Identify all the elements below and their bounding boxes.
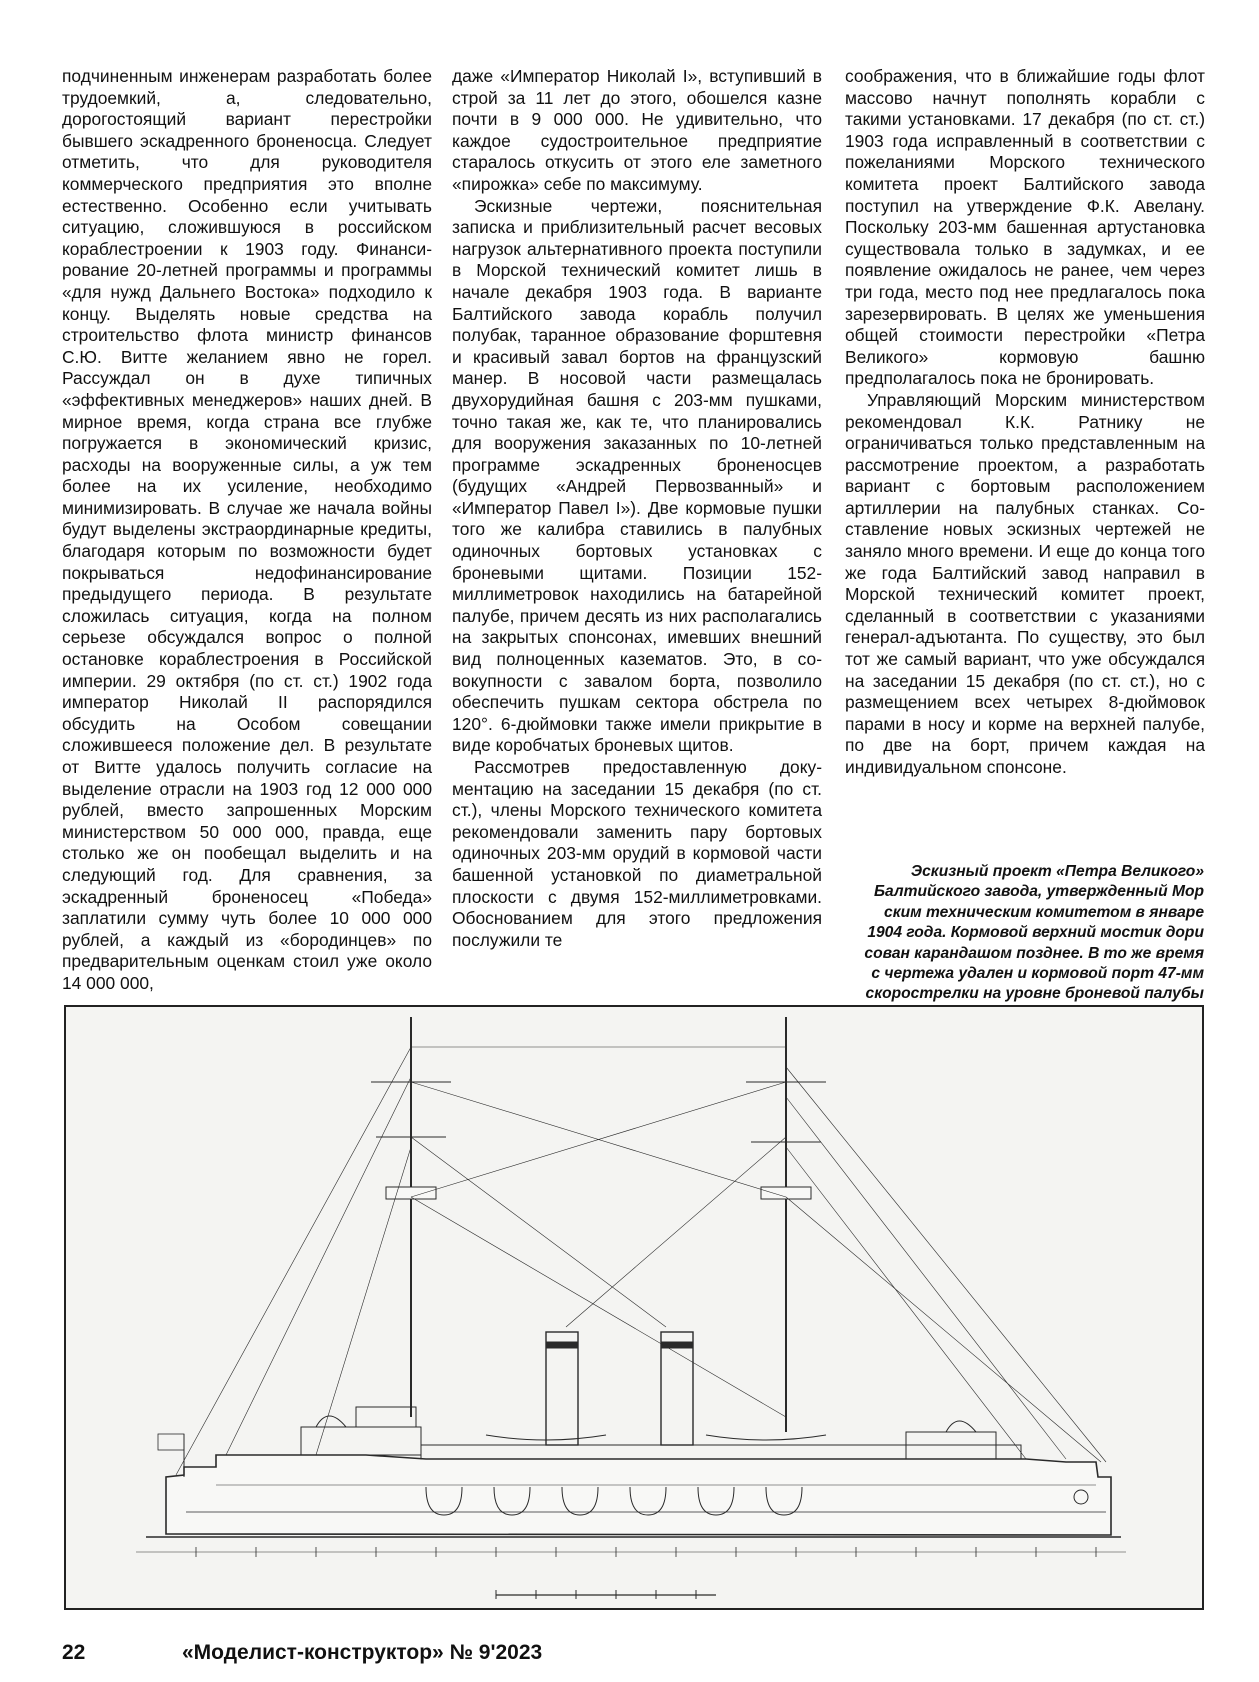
caption-line: с чертежа удален и кормовой порт 47-мм bbox=[871, 965, 1204, 983]
text-column-1 bbox=[62, 66, 432, 995]
caption-line: сован карандашом позднее. В то же время bbox=[864, 944, 1204, 962]
page-number: 22 bbox=[62, 1641, 86, 1664]
caption-line: Эскизный проект «Петра Великого» bbox=[910, 863, 1204, 880]
paragraph: соображения, что в ближайшие годы флот массово начнут пополнять корабли с такими установками. 17 декабря (по ст. ст.) 1903 года исправленный в соответствии с пожеланиями Морского технического комитета проект Балтийского завода поступил на утверждение Ф.К. Авелану. Поскольку 203-мм башенная артустановка существовала только в задумках, и ее появление ожидалось не ранее, чем через три года, место под нее предлагалось пока зарезервировать. В целях же уменьшения общей стоимости перестройки «Петра Великого» кормовую башню предполагалось пока не бронировать. bbox=[845, 66, 1205, 389]
paragraph: Управляющий Морским министерством рекомендовал К.К. Ратнику не ограничиваться только представленным на рассмотрение проектом, а разработать вариант с бортовым расположением артиллерии на палубных станках. Составление новых эскизных чертежей не заняло много времени. И еще до конца того же года Балтийский завод направил в Морской технический комитет проект, сделанный в соответствии с указаниями генерал-адъютанта. По существу, это был тот же самый вариант, что уже обсуждался на заседании 15 декабря (по ст. ст.), но с размещением всех четырех 8-дюймовок парами в носу и корме на верхней палубе, по две на борт, причем каждая на индивидуальном спонсоне. bbox=[845, 389, 1205, 777]
paragraph: подчиненным инженерам разработать более трудоемкий, а, следовательно, дорогостоящий вариант перестройки бывшего эскадренного броненосца. Следует отметить, что для руководителя коммерческого предприятия это вполне естественно. Особенно если учитывать ситуацию, сложившуюся в российском кораблестроении к 1903 году. Финансирование 20-летней программы и программы «для нужд Дальнего Востока» подходило к концу. Выделять новые средства на строительство флота министр финансов С.Ю. Витте желанием явно не горел. Рассуждал он в духе типичных «эффективных менеджеров» наших дней. В мирное время, когда страна все глубже погружается в экономический кризис, расходы на вооруженные силы, а уж тем более на их усиление, необходимо минимизировать. В случае же начала войны будут выделены экстраординарные кредиты, благодаря которым по возможности будет покрываться недофинансирование предыдущего периода. В результате сложилась ситуация, когда на полном серьезе обсуждался вопрос о полной остановке кораблестроения в Российской империи. 29 октября (по ст. ст.) 1902 года император Николай II распорядился обсудить на Особом совещании сложившееся положение дел. В результате от Витте удалось получить согласие на выделение отрасли на 1903 год 12 000 000 рублей, вместо запрошенных Морским министерством 50 000 000, правда, еще столько же он пообещал выделить и на следующий год. Для сравнения, за эскадренный броненосец «Победа» заплатили сумму чуть более 10 000 000 рублей, а каждый из «бородинцев» по предварительным оценкам стоил уже около 14 000 000, bbox=[62, 66, 432, 993]
paragraph: Эскизные чертежи, пояснительная записка и приблизительный расчет весовых нагрузок альтернативного проекта поступили в Морской технический комитет лишь в начале декабря 1903 года. В варианте Балтийского завода корабль получил полубак, таранное образование форштевня и красивый завал бортов на французский манер. В носовой части размещалась двухорудийная башня с 203-мм пушками, точно такая же, как те, что планировались для вооружения заказанных по 10-летней программе эскадренных броненосцев (будущих «Андрей Первозванный» и «Император Павел I»). Две кормовые пушки того же калибра ставились в палубных одиночных бортовых установках с броневыми щитами. Позиции 152-миллиметровок находились на батарейной палубе, причем десять из них располагались на закрытых спонсонах, имевших внешний вид полноценных казематов. Это, в совокупности с завалом борта, позволило обеспечить пушкам сектора обстрела по 120°. 6-дюймовки также имели прикрытие в виде коробчатых броневых щитов. bbox=[452, 195, 822, 756]
text-column-2 bbox=[452, 66, 822, 951]
caption-line: скорострелки на уровне броневой палубы bbox=[865, 985, 1204, 1003]
magazine-title: «Моделист-конструктор» № 9'2023 bbox=[182, 1641, 543, 1664]
caption-line: Балтийского завода, утвержденный Мор bbox=[874, 883, 1204, 901]
caption-line: 1904 года. Кормовой верхний мостик дори bbox=[867, 924, 1204, 942]
caption-line: ским техническим комитетом в январе bbox=[884, 903, 1204, 921]
ship-drawing-figure bbox=[64, 1005, 1204, 1610]
figure-caption bbox=[850, 862, 1204, 1025]
paragraph: даже «Император Николай I», вступивший в строй за 11 лет до этого, обошелся казне почти в 9 000 000. Не удивительно, что каждое судостроительное предприятие старалось откусить от этого еле заметного «пирожка» себе по максимуму. bbox=[452, 66, 822, 194]
ship-drawing bbox=[66, 1007, 1202, 1608]
paragraph: Рассмотрев предоставленную документацию на заседании 15 декабря (по ст. ст.), члены Морского технического комитета рекомендовали заменить пару бортовых одиночных 203-мм орудий в кормовой части башенной установкой по диаметральной плоскости с двумя 152-миллиметровками. Обоснованием для этого предложения послужили те bbox=[452, 757, 822, 950]
text-column-3 bbox=[845, 66, 1205, 779]
